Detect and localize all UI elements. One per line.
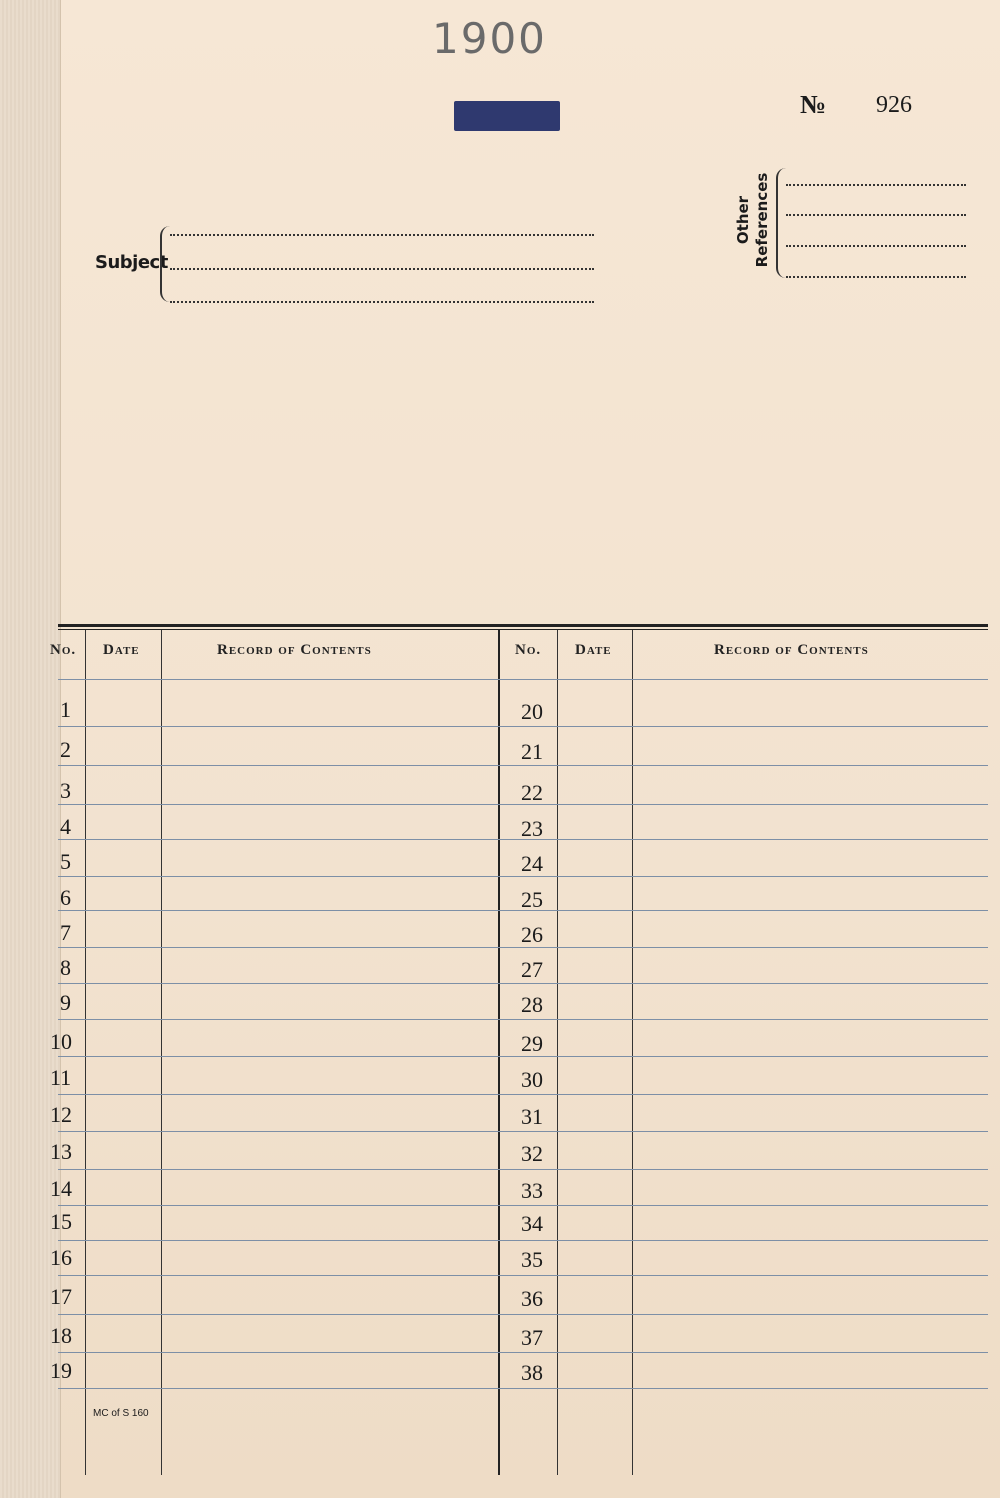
row-rule bbox=[58, 1314, 988, 1315]
table-top-rule-thin bbox=[58, 629, 988, 630]
subject-brace bbox=[160, 226, 172, 302]
header-no-right: No. bbox=[515, 642, 542, 658]
row-number-right: 36 bbox=[521, 1286, 543, 1311]
col-divider-no-date-right bbox=[557, 630, 558, 1475]
row-number-left: 6 bbox=[60, 885, 71, 910]
row-number-left: 4 bbox=[60, 814, 71, 839]
header-no-left: No. bbox=[50, 642, 77, 658]
other-references-label bbox=[734, 170, 772, 270]
row-rule bbox=[58, 1275, 988, 1276]
row-number-left: 15 bbox=[50, 1209, 72, 1234]
row-number-right: 32 bbox=[521, 1141, 543, 1166]
form-code: MC of S 160 bbox=[93, 1408, 149, 1419]
row-number-left: 2 bbox=[60, 737, 71, 762]
row-number-right: 24 bbox=[521, 851, 543, 876]
reference-line-1[interactable] bbox=[786, 184, 966, 186]
header-record-left: Record of Contents bbox=[217, 642, 372, 658]
reference-line-4[interactable] bbox=[786, 276, 966, 278]
row-number-right: 23 bbox=[521, 816, 543, 841]
row-number-left: 12 bbox=[50, 1102, 72, 1127]
row-number-right: 22 bbox=[521, 780, 543, 805]
header-record-right: Record of Contents bbox=[714, 642, 869, 658]
row-number-right: 35 bbox=[521, 1247, 543, 1272]
row-rule bbox=[58, 1352, 988, 1353]
row-rule bbox=[58, 1240, 988, 1241]
row-number-left: 3 bbox=[60, 778, 71, 803]
row-number-left: 7 bbox=[60, 920, 71, 945]
row-rule bbox=[58, 679, 988, 680]
row-number-left: 8 bbox=[60, 955, 71, 980]
reference-line-3[interactable] bbox=[786, 245, 966, 247]
row-number-right: 37 bbox=[521, 1325, 543, 1350]
row-rule bbox=[58, 1019, 988, 1020]
row-number-left: 16 bbox=[50, 1245, 72, 1270]
table-top-rule bbox=[58, 624, 988, 627]
row-number-left: 13 bbox=[50, 1139, 72, 1164]
col-divider-center bbox=[498, 630, 500, 1475]
subject-line-2[interactable] bbox=[170, 268, 594, 270]
row-rule bbox=[58, 1131, 988, 1132]
other-references-line-2: References bbox=[753, 172, 771, 268]
row-rule bbox=[58, 1205, 988, 1206]
row-number-left: 19 bbox=[50, 1358, 72, 1383]
col-divider-no-date-left bbox=[85, 630, 86, 1475]
row-rule bbox=[58, 1094, 988, 1095]
row-rule bbox=[58, 1388, 988, 1389]
col-divider-date-record-left bbox=[161, 630, 162, 1475]
row-number-right: 26 bbox=[521, 922, 543, 947]
row-number-left: 1 bbox=[60, 697, 71, 722]
file-number-value: 926 bbox=[876, 92, 912, 118]
redaction-blot bbox=[454, 101, 560, 131]
row-number-right: 31 bbox=[521, 1104, 543, 1129]
row-rule bbox=[58, 983, 988, 984]
row-number-left: 10 bbox=[50, 1029, 72, 1054]
row-number-left: 9 bbox=[60, 990, 71, 1015]
row-number-right: 20 bbox=[521, 699, 543, 724]
row-rule bbox=[58, 1169, 988, 1170]
row-number-right: 21 bbox=[521, 739, 543, 764]
row-number-right: 29 bbox=[521, 1031, 543, 1056]
other-references-line-1: Other bbox=[734, 195, 752, 245]
file-number-label: № bbox=[800, 90, 827, 119]
header-date-left: Date bbox=[103, 642, 140, 658]
row-number-left: 14 bbox=[50, 1176, 72, 1201]
row-number-left: 11 bbox=[50, 1065, 72, 1090]
subject-line-1[interactable] bbox=[170, 234, 594, 236]
row-number-right: 27 bbox=[521, 957, 543, 982]
row-number-right: 38 bbox=[521, 1360, 543, 1385]
row-number-left: 18 bbox=[50, 1323, 72, 1348]
col-divider-date-record-right bbox=[632, 630, 633, 1475]
row-number-right: 34 bbox=[521, 1211, 543, 1236]
row-number-right: 25 bbox=[521, 887, 543, 912]
subject-label: Subject bbox=[95, 252, 168, 273]
row-number-right: 28 bbox=[521, 992, 543, 1017]
subject-line-3[interactable] bbox=[170, 301, 594, 303]
year-stamp: 1900 bbox=[432, 14, 547, 63]
row-rule bbox=[58, 765, 988, 766]
row-rule bbox=[58, 726, 988, 727]
reference-line-2[interactable] bbox=[786, 214, 966, 216]
row-number-right: 30 bbox=[521, 1067, 543, 1092]
row-number-left: 17 bbox=[50, 1284, 72, 1309]
header-date-right: Date bbox=[575, 642, 612, 658]
row-number-left: 5 bbox=[60, 849, 71, 874]
binding-spine bbox=[0, 0, 61, 1498]
row-number-right: 33 bbox=[521, 1178, 543, 1203]
